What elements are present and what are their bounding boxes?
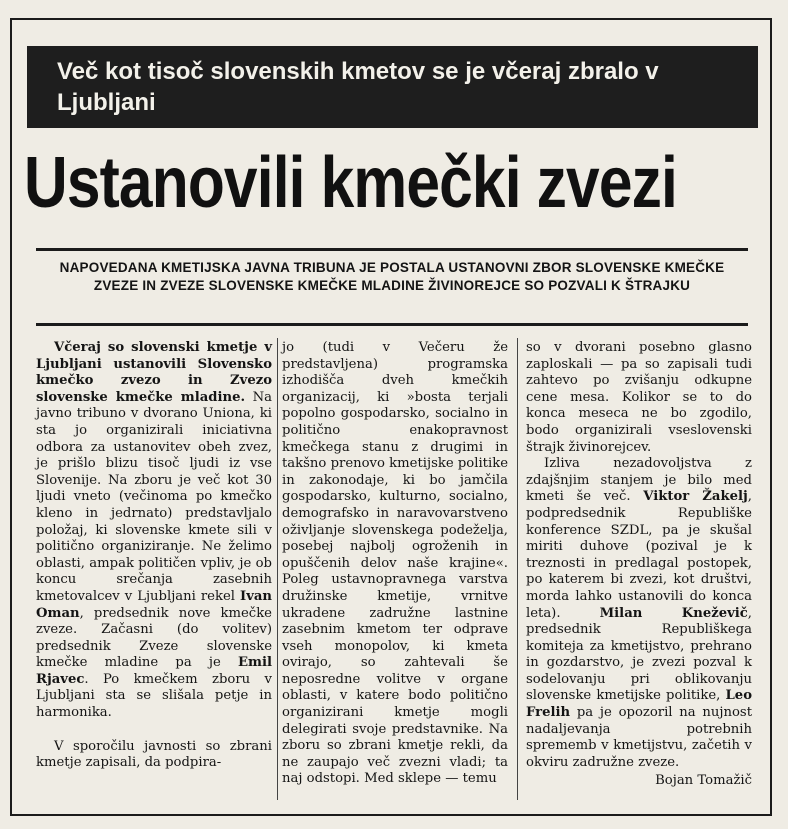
col1-paragraph-1	[36, 340, 272, 722]
name-leo-frelih: Leo Frelih	[526, 688, 752, 721]
col3-text-d: pa je opozoril na nujnost nadaljevanja potrebnih sprememb v kmetijstvu, začetih v okviru zadružne zveze.	[526, 705, 752, 770]
column-divider-2	[517, 338, 518, 800]
byline: Bojan Tomažič	[655, 773, 752, 789]
col1-text-a: Na javno tribuno v dvorano Uniona, ki sta jo organizirali iniciativna odbora za ustanovitev obeh zvez, je prišlo blizu tisoč ljudi iz vse Slovenije. Na zboru je več kot 30 ljudi vneto (večinoma po kmečko kleno in jedrnato) predstavljalo položaj, ki slovenske kmete sili v politično organiziranje. Ne želimo oblasti, ampak političen vpliv, je ob koncu srečanja zasebnih kmetovalcev v Ljubljani rekel	[36, 389, 273, 604]
column-3	[526, 340, 752, 790]
col3-paragraph-1: so v dvorani posebno glasno zaploskali — pa so zapisali tudi zahtevo po zvišanju odkupne cene mesa. Kolikor se to do konca meseca ne bo zgodilo, bodo organizirali vseslovenski štrajk živinorejcev.	[526, 340, 752, 455]
name-viktor-zakelj: Viktor Žakelj	[643, 489, 748, 505]
column-2	[282, 340, 508, 788]
col1-text-c: . Po kmečkem zboru v Ljubljani sta se slišala petje in harmonika.	[36, 671, 272, 721]
col3-text-c: , predsednik Republiškega komiteja za kmetijstvo, prehrano in gozdarstvo, je zvezi pozval k sodelovanju pri oblikovanju slovenske kmetijske politike,	[526, 605, 752, 704]
col3-text-b: , podpredsednik Republiške konference SZDL, pa je skušal miriti duhove (pozival je k treznosti in predlagal postopek, po katerem bi zvezi, kot društvi, morda lahko ustanovili do konca leta).	[526, 489, 752, 621]
name-ivan-oman: Ivan Oman	[36, 588, 272, 621]
lead-paragraph: NAPOVEDANA KMETIJSKA JAVNA TRIBUNA JE POSTALA USTANOVNI ZBOR SLOVENSKE KMEČKE ZVEZE IN ZVEZE SLOVENSKE KMEČKE MLADINE ŽIVINOREJCE SO POZVALI K ŠTRAJKU	[59, 260, 725, 293]
divider-bottom	[36, 323, 748, 326]
name-emil-rjavec: Emil Rjavec	[36, 655, 272, 687]
col3-text-a: Izliva nezadovoljstva z zdajšnjim stanjem je bilo med kmeti še več.	[526, 456, 752, 505]
headline: Ustanovili kmečki zvezi	[24, 143, 677, 223]
divider-top	[36, 248, 748, 251]
lead-in-bold: Včeraj so slovenski kmetje v Ljubljani ustanovili Slovensko kmečko zvezo in Zvezo slovenske kmečke mladine.	[36, 340, 272, 405]
name-milan-knezevic: Milan Kneževič	[599, 605, 748, 621]
column-divider-1	[277, 338, 278, 800]
col2-paragraph: jo (tudi v Večeru že predstavljena) programska izhodišča dveh kmečkih organizacij, ki »bosta terjali popolno gospodarsko, socialno in politično enakopravnost kmečkega stanu z drugimi in takšno prenovo kmetijske politike in zakonodaje, ki bo jamčila gospodarsko, kulturno, socialno, demografsko in naravovarstveno oživljanje slovenskega podeželja, posebej najbolj ogroženih in opuščenih delov naše krajine«. Poleg ustavnopravnega varstva družinske kmetije, vrnitve ukradene zadružne lastnine zasebnim kmetom ter odprave vseh monopolov, ki kmeta ovirajo, so zahtevali še neposredne volitve v organe oblasti, v katere bodo politično organizirani kmetje mogli delegirati svoje predstavnike. Na zboru so zbrani kmetje rekli, da ne zaupajo več zvezni vladi; ta naj odstopi. Med sklepe — temu	[282, 340, 508, 787]
column-1	[36, 340, 272, 772]
kicker-banner: Več kot tisoč slovenskih kmetov se je včeraj zbralo v Ljubljani	[27, 46, 758, 128]
col3-paragraph-2	[526, 456, 752, 771]
col1-text-b: , predsednik nove kmečke zveze. Začasni (do volitev) predsednik Zveze slovenske kmečke mladine pa je	[36, 605, 272, 671]
col1-paragraph-2: V sporočilu javnosti so zbrani kmetje zapisali, da podpira-	[36, 738, 272, 771]
